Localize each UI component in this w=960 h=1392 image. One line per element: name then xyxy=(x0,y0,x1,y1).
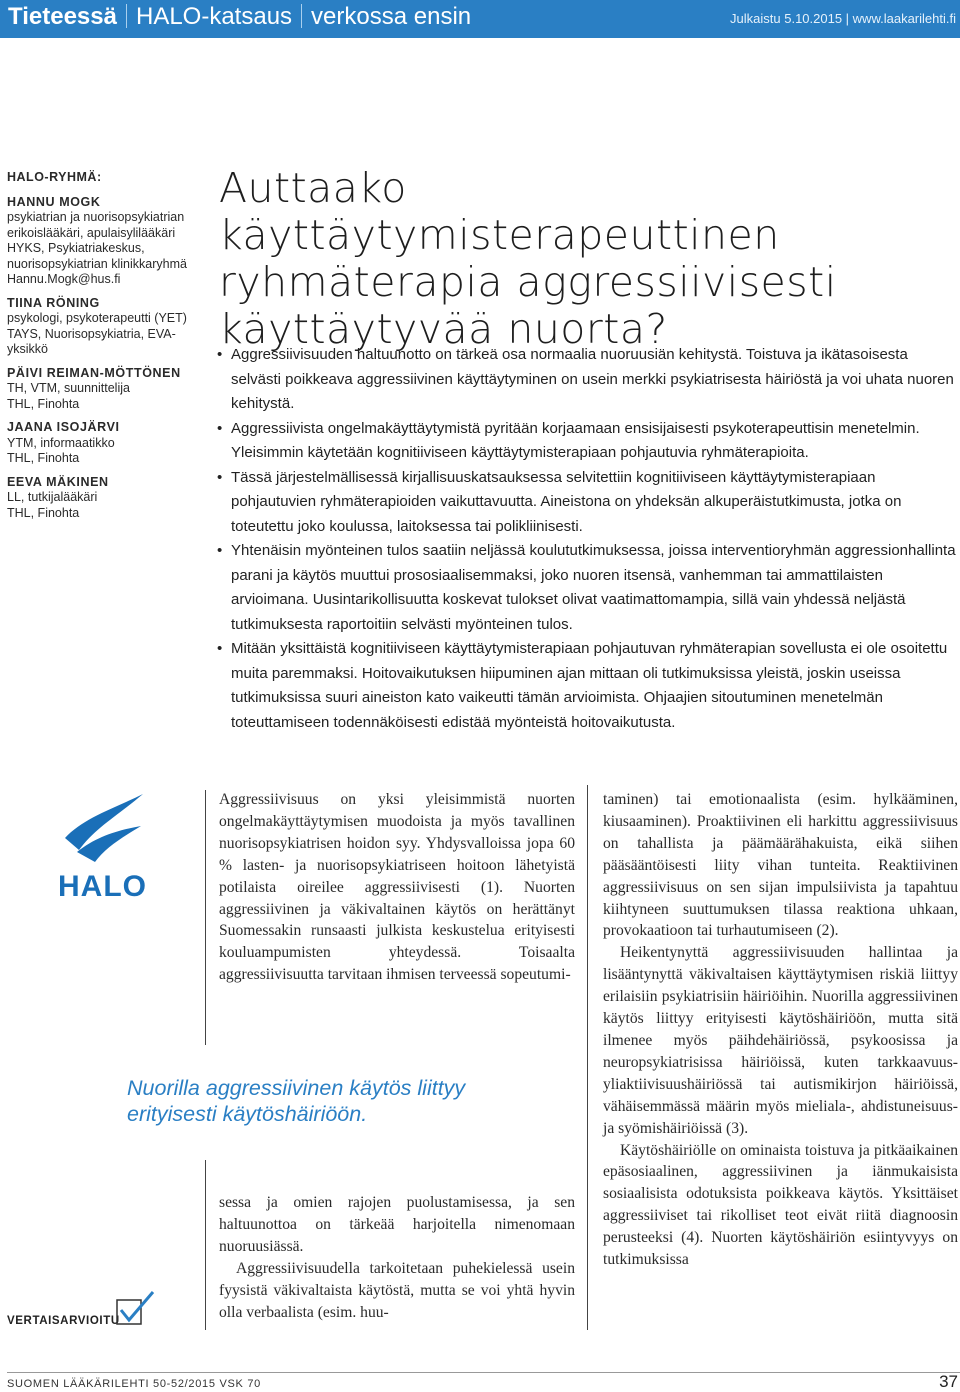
body-paragraph: Aggressiivisuudella tarkoitetaan puhekielessä usein fyysistä väkivaltaista käytöstä, mutta se voi yhtä hyvin olla verbaalista (esim. huu- xyxy=(219,1259,575,1321)
key-point: • Tässä järjestelmällisessä kirjallisuuskatsauksessa selvitettiin kognitiiviseen käyttäytymisterapiaan pohjautuvien ryhmäterapioiden vaikuttavuutta. Aineistona on yhdeksän alkuperäistutkimusta, jotka on toteutettu joko koulussa, laitoksessa tai polikliinisesti. xyxy=(215,466,960,540)
page-number: 37 xyxy=(939,1372,958,1391)
author-affiliation: YTM, informaatikko xyxy=(7,435,115,450)
column-name: HALO-katsaus xyxy=(135,3,293,30)
article-title: Auttaako käyttäytymisterapeuttinen ryhmäterapia aggressiivisesti käyttäytyvää nuorta? xyxy=(219,164,837,353)
section-name: Tieteessä xyxy=(8,3,117,30)
article-column-1-bottom xyxy=(219,1192,575,1323)
key-point: • Yhtenäisin myönteinen tulos saatiin neljässä koulututkimuksessa, joissa interventioryhmän aggressionhallinta parani ja käytös muuttui prososiaalisemmaksi, joko nuoren itsensä, vanhemman tai ammattilaisten arvioimana. Uusintarikollisuutta koskevat tulokset olivat vaatimattomampia, sillä vain yhdessä neljästä tutkimuksesta raportoitiin selvästi myönteinen tulos. xyxy=(215,539,960,637)
author-name: PÄIVI REIMAN-MÖTTÖNEN xyxy=(7,365,181,380)
author-entry xyxy=(7,366,202,413)
author-affiliation: yksikkö xyxy=(7,342,48,356)
author-affiliation: Hannu.Mogk@hus.fi xyxy=(7,272,121,286)
body-paragraph: taminen) tai emotionaalista (esim. hylkääminen, kiusaaminen). Proaktiivinen eli harkittu aggressiivisuus on tahallista ja päämäärähakuista, eikä siihen pääsääntöisesti liity vihan tunteita. Reaktiivinen aggressiivisuus on sen sijan impulsiivista ja tapahtuu kiihtyneen suuttumuksen tilassa reaktiona uhkaan, provokaatioon tai turhautumiseen (2). xyxy=(603,791,958,940)
footer-rule xyxy=(7,1372,960,1373)
peer-reviewed-label: VERTAISARVIOITU xyxy=(7,1315,120,1327)
key-point: • Aggressiivista ongelmakäyttäytymistä pyritään korjaamaan ensisijaisesti psykoterapeuttisin menetelmin. Yleisimmin käytetään kognitiiviseen käyttäytymisterapiaan pohjautuvia ryhmäterapioita. xyxy=(215,417,960,466)
column-divider xyxy=(587,785,588,1330)
key-point: • Aggressiivisuuden haltuunotto on tärkeä osa normaalia nuoruusiän kehitystä. Toistuva ja ikätasoisesta selvästi poikkeava aggressiivinen käyttäytyminen on usein merkki psykiatrisesta häiriöstä ja voi uhata nuoren kehitystä. xyxy=(215,343,960,417)
halo-logo-icon xyxy=(55,790,150,902)
author-affiliation: THL, Finohta xyxy=(7,451,80,465)
header-divider xyxy=(301,4,302,28)
author-affiliation: erikoislääkäri, apulaisylilääkäri xyxy=(7,225,176,240)
author-affiliation: HYKS, Psykiatriakeskus, xyxy=(7,241,145,255)
journal-issue: SUOMEN LÄÄKÄRILEHTI 50-52/2015 VSK 70 xyxy=(7,1378,261,1390)
group-heading: HALO-RYHMÄ: xyxy=(7,170,102,184)
author-entry xyxy=(7,475,202,522)
header-title xyxy=(8,3,471,31)
author-name: EEVA MÄKINEN xyxy=(7,474,109,489)
author-name: TIINA RÖNING xyxy=(7,295,100,310)
header-tagline: verkossa ensin xyxy=(311,3,472,30)
pull-quote: Nuorilla aggressiivinen käytös liittyy erityisesti käytöshäiriöön. xyxy=(127,1076,466,1126)
author-affiliation: THL, Finohta xyxy=(7,505,80,520)
author-affiliation: THL, Finohta xyxy=(7,396,80,411)
author-list xyxy=(7,195,202,522)
article-column-1-top xyxy=(219,789,575,986)
body-paragraph: sessa ja omien rajojen puolustamisessa, ja sen haltuunottoa on tärkeää harjoitella nimenomaan nuoruusiässä. xyxy=(219,1194,575,1255)
checkbox-checked-icon xyxy=(115,1290,157,1333)
author-affiliation: TH, VTM, suunnittelija xyxy=(7,381,130,395)
column-divider xyxy=(205,790,206,1045)
key-point: • Mitään yksittäistä kognitiiviseen käyttäytymisterapiaan pohjautuvan ryhmäterapian sovellusta ei ole osoitettu muita paremmaksi. Hoitovaikutuksen hiipuminen ajan mittaan oli tutkimuksissa yleistä, joskin useissa tutkimuksissa suuri aineiston kato vaikeutti tämän arvioimista. Ohjaajien sitoutuminen menetelmän toteuttamiseen todennäköisesti edistää myönteistä hoitovaikutusta. xyxy=(215,637,960,735)
svg-text:HALO: HALO xyxy=(58,870,147,902)
author-entry xyxy=(7,420,202,467)
author-entry xyxy=(7,195,202,288)
body-paragraph: Heikentynyttä aggressiivisuuden hallintaa ja lisääntynyttä väkivaltaisen käyttäytymisen riskiä liittyy erilaisiin psykiatrisiin häiriöihin. Nuorilla aggressiivinen käytös liittyy erityisesti käytöshäiriöön, mutta sitä ilmenee myös päihdehäiriössä, psykoosissa ja neuropsykiatrisissa häiriöissä, kuten tarkkaavuus-yliaktiivisuushäiriössä tai autismikirjon häiriöissä, vähäisemmässä määrin myös mieliala-, ahdistuneisuus- ja syömishäiriöissä (3). xyxy=(603,944,958,1137)
header-bar xyxy=(0,0,960,38)
body-paragraph: Aggressiivisuus on yksi yleisimmistä nuorten ongelmakäyttäytymisen muodoista ja myös tavallinen nuorisopsykiatrisen hoidon syy. Yhdysvalloissa jopa 60 % lasten- ja nuorisopsykiatriseen hoitoon lähetyistä potilaista oireilee aggressiivisesti (1). Nuorten aggressiivinen ja väkivaltainen käytös on herättänyt Suomessakin runsaasti julkista keskustelua erityisesti kouluampumisten yhteydessä. Toisaalta aggressiivisuutta tarvitaan ihmisen terveessä sopeutumi- xyxy=(219,791,575,984)
body-paragraph: Käytöshäiriölle on ominaista toistuva ja pitkäaikainen epäsosiaalinen, aggressiivinen ja iänmukaisista sosiaalisista odotuksista poikkeava käytös. Yksittäiset aggressiiviset tai rikolliset teot eivät riitä diagnoosin perusteeksi (4). Nuorten käytöshäiriön esiintyvyys on tutkimuksissa xyxy=(603,1141,958,1269)
author-affiliation: psykologi, psykoterapeutti (YET) xyxy=(7,311,187,325)
author-affiliation: psykiatrian ja nuorisopsykiatrian xyxy=(7,210,185,224)
column-divider xyxy=(205,1160,206,1330)
halo-logo xyxy=(55,790,150,902)
author-group xyxy=(7,170,202,529)
author-affiliation: TAYS, Nuorisopsykiatria, EVA- xyxy=(7,326,176,341)
author-affiliation: LL, tutkijalääkäri xyxy=(7,490,98,504)
article-column-2 xyxy=(603,789,958,1271)
header-divider xyxy=(126,4,127,28)
author-affiliation: nuorisopsykiatrian klinikkaryhmä xyxy=(7,256,187,271)
key-points-list xyxy=(215,343,960,735)
author-entry xyxy=(7,296,202,358)
publication-info: Julkaistu 5.10.2015 | www.laakarilehti.fi xyxy=(730,11,956,26)
author-name: JAANA ISOJÄRVI xyxy=(7,420,120,434)
author-name: HANNU MOGK xyxy=(7,194,101,209)
